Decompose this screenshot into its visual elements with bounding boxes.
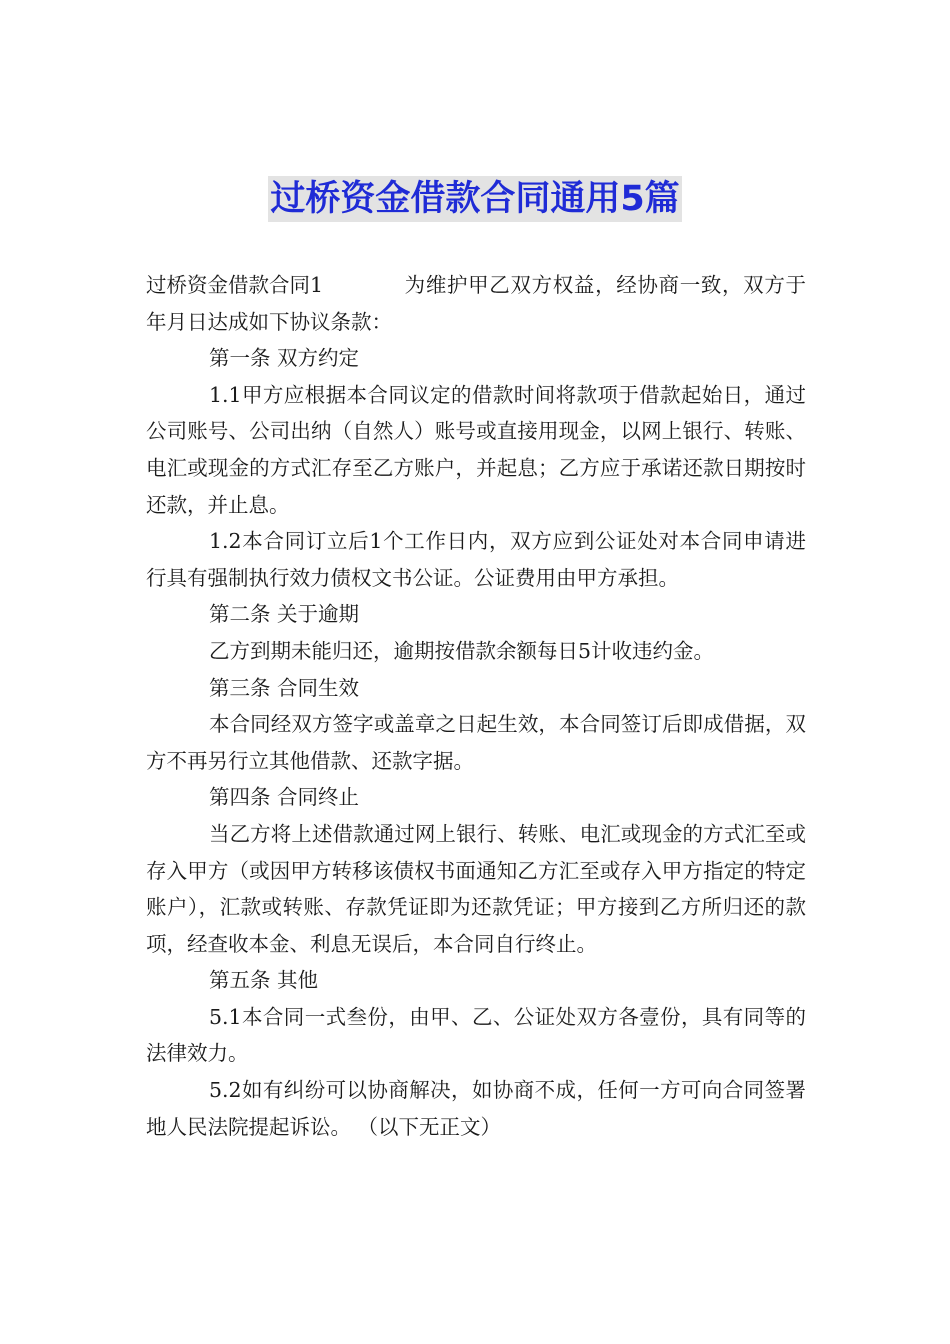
- clause-2: 乙方到期未能归还，逾期按借款余额每日5计收违约金。: [209, 638, 715, 663]
- clause-1-2: 1.2本合同订立后1个工作日内，双方应到公证处对本合同申请进行具有强制执行效力债权文书公证。公证费用由甲方承担。: [146, 529, 806, 590]
- section-heading-1: 第一条 双方约定: [209, 346, 360, 371]
- section-heading-3: 第三条 合同生效: [209, 675, 360, 700]
- title-container: [0, 176, 950, 222]
- intro-paragraph: [146, 267, 806, 340]
- section-heading-5: 第五条 其他: [209, 968, 319, 993]
- intro-heading: 过桥资金借款合同1: [146, 273, 324, 297]
- section-heading-2: 第二条 关于逾期: [209, 602, 360, 627]
- intro-text: 为维护甲乙双方权益，经协商一致，双方于年月日达成如下协议条款：: [146, 273, 806, 334]
- clause-5-2: 5.2如有纠纷可以协商解决，如协商不成，任何一方可向合同签署地人民法院提起诉讼。 （以下无正文）: [146, 1078, 806, 1139]
- section-heading-4: 第四条 合同终止: [209, 785, 360, 810]
- clause-3: 本合同经双方签字或盖章之日起生效，本合同签订后即成借据，双方不再另行立其他借款、还款字据。: [146, 712, 806, 773]
- clause-1-1: 1.1甲方应根据本合同议定的借款时间将款项于借款起始日，通过公司账号、公司出纳（自然人）账号或直接用现金，以网上银行、转账、电汇或现金的方式汇存至乙方账户，并起息；乙方应于承诺还款日期按时还款，并止息。: [146, 382, 806, 517]
- clause-5-1: 5.1本合同一式叁份，由甲、乙、公证处双方各壹份，具有同等的法律效力。: [146, 1004, 806, 1066]
- document-body: [146, 267, 806, 1145]
- document-title: 过桥资金借款合同通用5篇: [268, 176, 681, 222]
- clause-4: 当乙方将上述借款通过网上银行、转账、电汇或现金的方式汇至或存入甲方（或因甲方转移该债权书面通知乙方汇至或存入甲方指定的特定账户），汇款或转账、存款凭证即为还款凭证；甲方接到乙方所归还的款项，经查收本金、利息无误后，本合同自行终止。: [146, 821, 806, 956]
